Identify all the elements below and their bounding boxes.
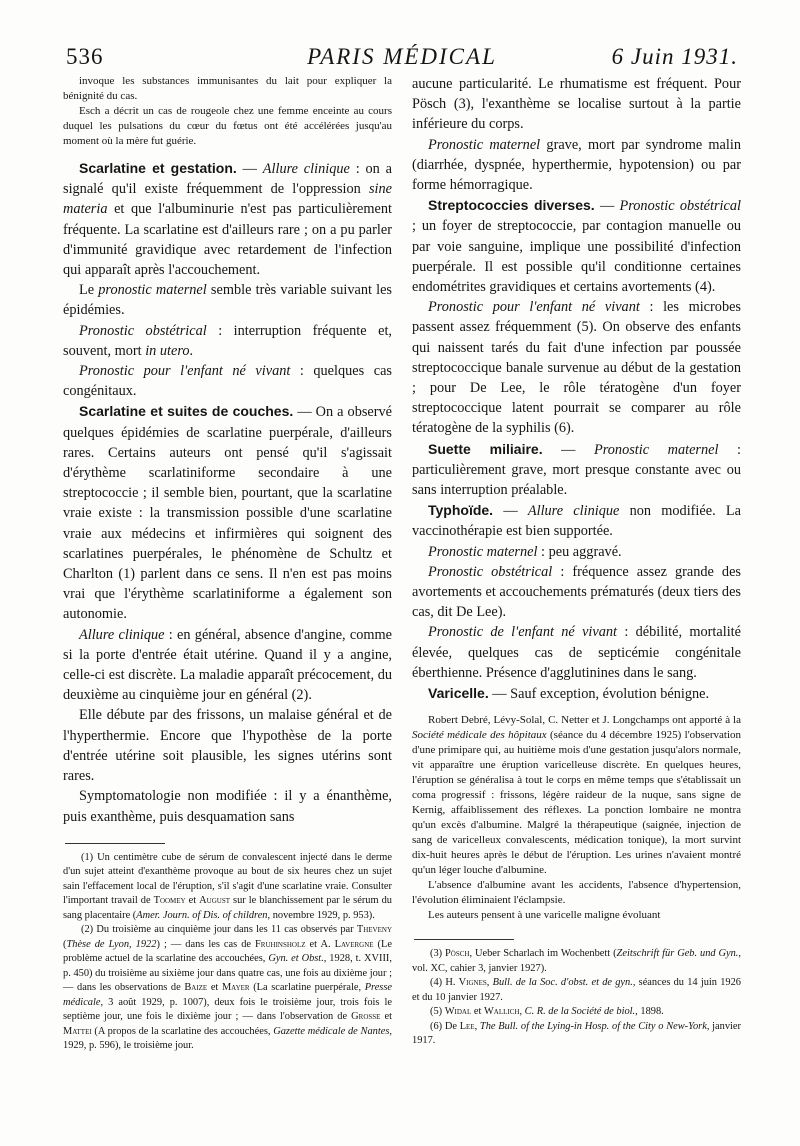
paragraph: Symptomatologie non modifiée : il y a énanthème, puis exanthème, puis desquamation sans bbox=[63, 788, 392, 825]
paragraph: Elle débute par des frissons, un malaise général et de l'hyperthermie. Encore que l'hypothèse de la porte d'entrée utérine soit plausible, les signes utérins sont rares. bbox=[63, 707, 392, 785]
section-heading: Typhoïde. bbox=[428, 502, 494, 519]
paragraph: Pronostic obstétrical : fréquence assez grande des avortements et accouchements prématurés (deux tiers des cas, dit De Lee). bbox=[412, 563, 741, 621]
footnote-divider bbox=[65, 843, 165, 844]
section-varicelle: Varicelle. — Sauf exception, évolution bénigne. bbox=[428, 685, 710, 703]
journal-title: PARIS MÉDICAL bbox=[307, 44, 497, 69]
paragraph: aucune particularité. Le rhumatisme est fréquent. Pour Pösch (3), l'exanthème se localise surtout à la partie inférieure du corps. bbox=[412, 76, 741, 133]
paragraph: Pronostic obstétrical : interruption fréquente et, souvent, mort in utero. bbox=[63, 322, 393, 359]
footnotes bbox=[412, 947, 741, 1049]
paragraph: Esch a décrit un cas de rougeole chez une femme enceinte au cours duquel les pulsations du cœur du fœtus ont été accélérées jusqu'au moment où la mère fut guérie. bbox=[63, 105, 392, 147]
footnote-2: (2) Du troisième au cinquième jour dans les 11 cas observés par Theveny (Thèse de Lyon, 1922) ; — dans les cas de Fruhinsholz et A. Lavergne (Le problème actuel de la scarlatine des accouchées, Gyn. et Obst., 1928, t. XVIII, p. 450) du troisième au sixième jour dans quatre cas, une fois au dixième jour ; — dans les observations de Baize et Mayer (La scarlatine puerpérale, Presse médicale, 3 août 1929, p. 1007), deux fois le troisième jour, trois fois le septième jour, une fois le dixième jour ; — dans l'observation de Grosse et Mattei (A propos de la scarlatine des accouchées, Gazette médicale de Nantes, 1929, p. 596), le troisième jour. bbox=[63, 924, 393, 1052]
issue-date: 6 Juin 1931. bbox=[611, 44, 738, 69]
footnote-4: (4) H. Vignes, Bull. de la Soc. d'obst. et de gyn., séances du 14 juin 1926 et du 10 janvier 1927. bbox=[412, 977, 741, 1003]
paragraph: invoque les substances immunisantes du lait pour expliquer la bénignité du cas. bbox=[63, 75, 392, 102]
footnote-1: (1) Un centimètre cube de sérum de convalescent injecté dans le derme d'un sujet atteint d'exanthème provoque au bout de six heures chez un sujet sain l'effacement local de l'éruption, s'il s'agit d'une scarlatine vraie. Consulter l'important travail de Toomey et August sur le blanchissement par le sérum du sang placentaire (Amer. Journ. of Dis. of children, novembre 1929, p. 953). bbox=[63, 851, 392, 921]
paragraph: Pronostic maternel grave, mort par syndrome malin (diarrhée, dyspnée, hyperthermie, hypotension) ou par forme hémorragique. bbox=[412, 136, 741, 194]
section-heading: Scarlatine et gestation. bbox=[79, 160, 237, 176]
paragraph: Pronostic pour l'enfant né vivant : quelques cas congénitaux. bbox=[63, 363, 392, 400]
page-number: 536 bbox=[66, 44, 104, 69]
section-scarlatine-suites-couches: Scarlatine et suites de couches. — On a observé quelques épidémies de scarlatine puerpérale, d'ailleurs rares. Certains auteurs ont pensé qu'il s'agissait d'érythème scarlatiniforme secondaire à une streptococcie ; il semble bien, pourtant, que la scarlatine vraie existe : la transmission possible d'une scarlatine vraie aux médecins et infirmières qui soignent des scarlatines puerpérales, le phénomène de Schultz et Charlton (1) parlent dans ce sens. Il n'en est pas moins vrai que l'érythème scarlatiniforme a également son autonomie. bbox=[63, 403, 393, 623]
footnote-3: (3) Pösch, Ueber Scharlach im Wochenbett (Zeitschrift für Geb. und Gyn., vol. XC, cahier 3, janvier 1927). bbox=[412, 948, 742, 974]
right-column bbox=[412, 74, 741, 1049]
left-column bbox=[63, 74, 392, 1054]
footnote-5: (5) Widal et Wallich, C. R. de la Société de biol., 1898. bbox=[430, 1006, 664, 1018]
section-heading: Varicelle. bbox=[428, 685, 489, 702]
paragraph: Allure clinique : en général, absence d'angine, comme si la porte d'entrée était utérine. Quand il y a angine, celle-ci est discrète. La maladie apparaît précocement, du deuxième au cinquième jour en général (2). bbox=[63, 626, 392, 704]
paragraph: Pronostic de l'enfant né vivant : débilité, mortalité élevée, quelques cas de septicémie congénitale éberthienne. Présence d'agglutinines dans le sang. bbox=[412, 624, 741, 681]
section-heading: Suette miliaire. bbox=[428, 440, 543, 457]
running-header bbox=[66, 44, 738, 72]
section-heading: Streptococcies diverses. bbox=[428, 197, 595, 214]
paragraph: Pronostic pour l'enfant né vivant : les microbes passent assez fréquemment (5). On observe des enfants qui naissent tarés du fait d'une infection par poussée streptococcique banale survenue au début de la gestation ; pour De Lee, le rôle tératogène d'un foyer streptococcique latent pourrait se comparer au rôle tératogène de la syphilis (6). bbox=[412, 299, 741, 437]
paragraph: Robert Debré, Lévy-Solal, C. Netter et J. Longchamps ont apporté à la Société médicale des hôpitaux (séance du 4 décembre 1925) l'observation d'une primipare qui, au huitième mois d'une gestation jusqu'alors normale, vit apparaître une éruption varicelleuse discrète. En quelques heures, l'éruption se généralisa à tout le corps en même temps que s'établissait un coma progressif : frissons, légère raideur de la nuque, sans signe de Kernig, affaiblissement des réflexes. La ponction lombaire ne montra qu'un excès d'albumine. Malgré la thérapeutique (saignée, injection de sang de varicelleux convalescents, médication tonique), la mort survint dix-huit heures après le début de l'éruption. Les urines n'avaient montré qu'un léger louche d'albumine. bbox=[412, 714, 741, 877]
paragraph: Les auteurs pensent à une varicelle maligne évoluant bbox=[428, 909, 661, 922]
section-typhoide: Typhoïde. — Allure clinique non modifiée. La vaccinothérapie est bien supportée. bbox=[412, 502, 741, 540]
footnotes bbox=[63, 851, 392, 1054]
paragraph: L'absence d'albumine avant les accidents, l'absence d'hypertension, l'évolution éliminaient l'éclampsie. bbox=[412, 879, 741, 907]
section-scarlatine-gestation: Scarlatine et gestation. — Allure clinique : on a signalé qu'il existe fréquemment de l'oppression sine materia et que l'albuminurie n'est pas particulièrement fréquente. La scarlatine est d'ailleurs rare ; on a pu parler d'immunité gravidique avec retardement de l'infection qui apparaît après l'accouchement. bbox=[63, 160, 392, 279]
section-streptococcies: Streptococcies diverses. — Pronostic obstétrical ; un foyer de streptococcie, par contagion manuelle ou par voie sanguine, implique une possibilité d'infection puerpérale. Il est possible qu'il conditionne certaines endométrites gravidiques et certains avortements (4). bbox=[412, 197, 741, 296]
section-heading: Scarlatine et suites de couches. bbox=[79, 403, 294, 420]
footnote-divider bbox=[414, 939, 514, 940]
paragraph: Le pronostic maternel semble très variable suivant les épidémies. bbox=[63, 282, 392, 319]
paragraph: Pronostic maternel : peu aggravé. bbox=[428, 543, 622, 560]
footnote-6: (6) De Lee, The Bull. of the Lying-in Hosp. of the City o New-York, janvier 1917. bbox=[412, 1020, 741, 1047]
section-suette-miliaire: Suette miliaire. — Pronostic maternel : particulièrement grave, mort presque constante avec ou sans interruption préalable. bbox=[412, 440, 742, 499]
